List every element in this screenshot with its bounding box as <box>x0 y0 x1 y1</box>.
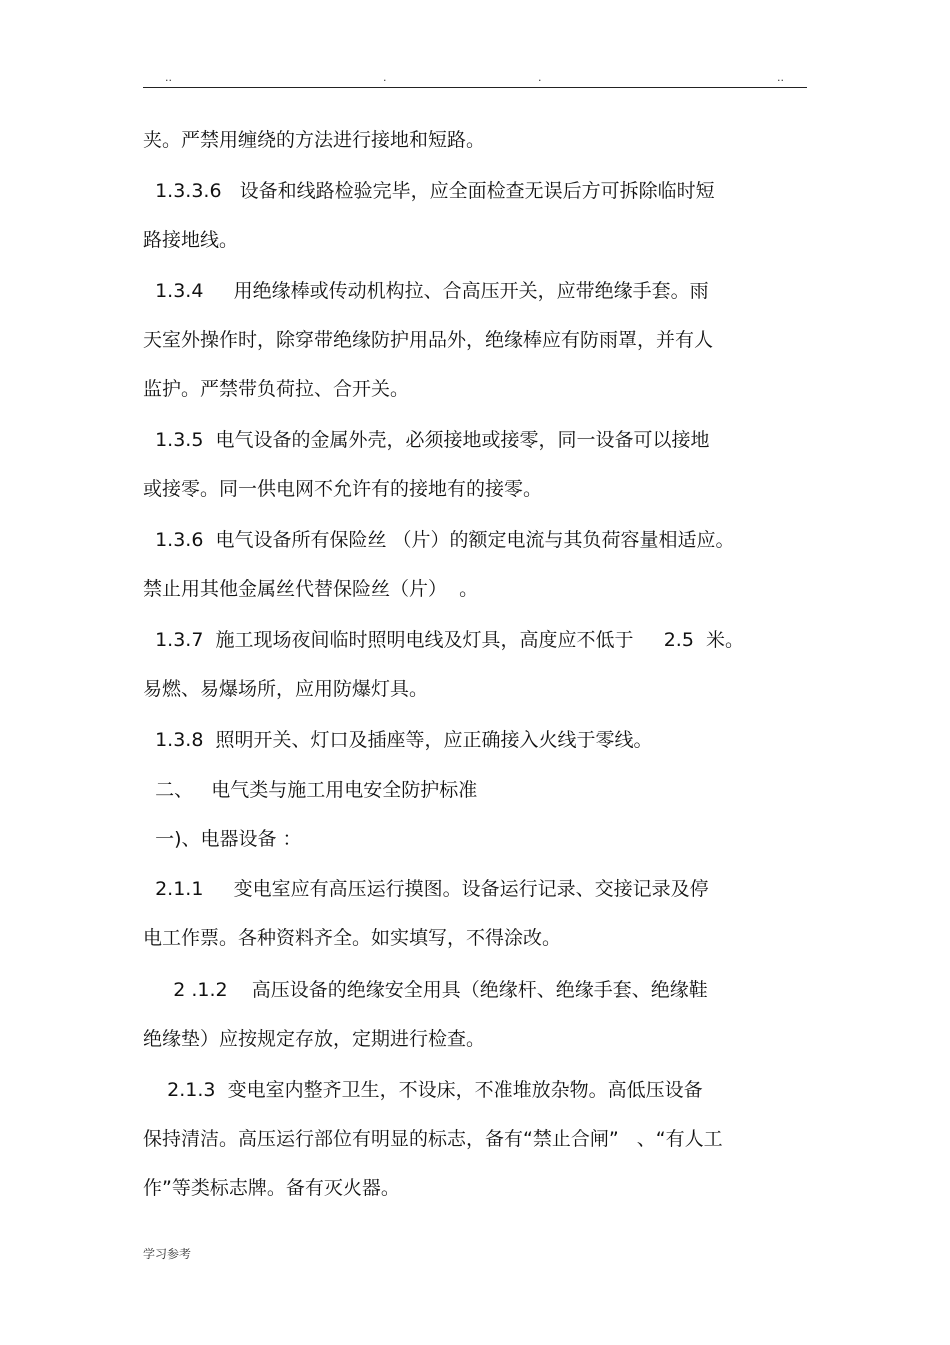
text-line: 易燃、易爆场所，应用防爆灯具。 <box>143 678 429 700</box>
header-mark: . <box>383 71 387 84</box>
text-line: 夹。严禁用缠绕的方法进行接地和短路。 <box>143 129 486 151</box>
text-line: 2.1.1 变电室应有高压运行摸图。设备运行记录、交接记录及停 <box>143 878 709 900</box>
paragraph <box>143 1066 823 1213</box>
text-line: 1.3.7 施工现场夜间临时照明电线及灯具，高度应不低于 2.5 米。 <box>143 629 744 651</box>
text-line: 1.3.8 照明开关、灯口及插座等，应正确接入火线于零线。 <box>143 729 653 751</box>
text-line: 监护。严禁带负荷拉、合开关。 <box>143 378 410 400</box>
text-line: 绝缘垫）应按规定存放，定期进行检查。 <box>143 1028 486 1050</box>
section-heading <box>143 766 823 815</box>
text-line: 天室外操作时，除穿带绝缘防护用品外，绝缘棒应有防雨罩，并有人 <box>143 329 714 351</box>
text-line: 或接零。同一供电网不允许有的接地有的接零。 <box>143 478 543 500</box>
paragraph <box>143 267 823 414</box>
paragraph <box>143 716 823 765</box>
paragraph <box>143 116 823 165</box>
paragraph <box>143 865 823 963</box>
page-header <box>143 72 807 88</box>
paragraph <box>143 167 823 265</box>
text-line: 1.3.6 电气设备所有保险丝 （片）的额定电流与其负荷容量相适应。 <box>143 529 735 551</box>
text-line: 电工作票。各种资料齐全。如实填写，不得涂改。 <box>143 927 562 949</box>
text-line: 路接地线。 <box>143 229 239 251</box>
paragraph <box>143 516 823 614</box>
text-line: 保持清洁。高压运行部位有明显的标志，备有“禁止合闸” 、“有人工 <box>143 1128 723 1150</box>
paragraph <box>143 966 823 1064</box>
text-line: 禁止用其他金属丝代替保险丝（片） 。 <box>143 578 479 600</box>
paragraph <box>143 616 823 714</box>
text-line: 1.3.3.6 设备和线路检验完毕，应全面检查无误后方可拆除临时短 <box>143 180 715 202</box>
header-rule <box>143 87 807 88</box>
text-line: 2.1.3 变电室内整齐卫生，不设床，不准堆放杂物。高低压设备 <box>143 1079 703 1101</box>
text-line: 二、 电气类与施工用电安全防护标准 <box>143 779 478 801</box>
header-mark: .. <box>165 71 172 84</box>
text-line: 作”等类标志牌。备有灭火器。 <box>143 1177 400 1199</box>
text-line: 2 .1.2 高压设备的绝缘安全用具（绝缘杆、绝缘手套、绝缘鞋 <box>143 979 708 1001</box>
text-line: 1.3.5 电气设备的金属外壳，必须接地或接零，同一设备可以接地 <box>143 429 710 451</box>
text-line: 1.3.4 用绝缘棒或传动机构拉、合高压开关，应带绝缘手套。雨 <box>143 280 709 302</box>
page-footer: 学习参考 <box>143 1247 192 1261</box>
text-line: 一)、电器设备 ： <box>143 828 302 850</box>
header-mark: .. <box>777 71 784 84</box>
header-mark: . <box>538 71 542 84</box>
paragraph <box>143 416 823 514</box>
subsection-heading <box>143 815 823 864</box>
